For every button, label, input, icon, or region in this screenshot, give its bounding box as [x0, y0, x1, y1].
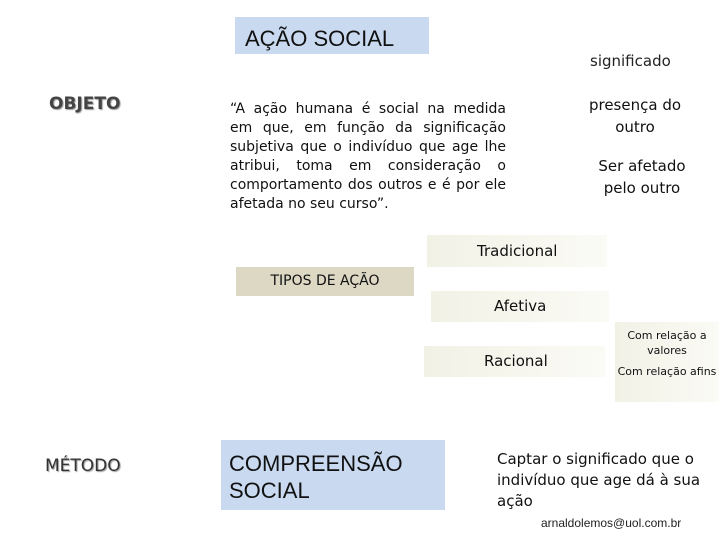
metodo-label: MÉTODO — [45, 456, 121, 476]
objeto-label: OBJETO — [49, 94, 121, 114]
tipo-racional: Racional — [424, 346, 605, 377]
significado-label: significado — [590, 52, 671, 70]
presenca-label: presença do outro — [588, 96, 682, 136]
weber-quote: “A ação humana é social na medida em que, em função da significação subjetiva que o indivíduo que age lhe atribui, toma em consideração o comportamento dos outros e é por ele afetada no seu curso”. — [230, 101, 506, 212]
author-email: arnaldolemos@uol.com.br — [541, 516, 682, 530]
racional-subtypes — [615, 322, 719, 402]
tipos-de-acao-label: TIPOS DE AÇÃO — [236, 267, 414, 296]
compreensao-social: COMPREENSÃO SOCIAL — [221, 440, 445, 510]
tipo-afetiva: Afetiva — [431, 291, 609, 322]
afetado-label: Ser afetado pelo outro — [598, 157, 686, 197]
captar-text: Captar o significado que o indivíduo que age dá à sua ação — [497, 450, 701, 510]
page-title: AÇÃO SOCIAL — [235, 17, 429, 54]
tipo-tradicional: Tradicional — [427, 235, 607, 267]
com-relacao-valores: Com relação a valores — [627, 329, 707, 357]
com-relacao-fins: Com relação afins — [617, 365, 717, 378]
